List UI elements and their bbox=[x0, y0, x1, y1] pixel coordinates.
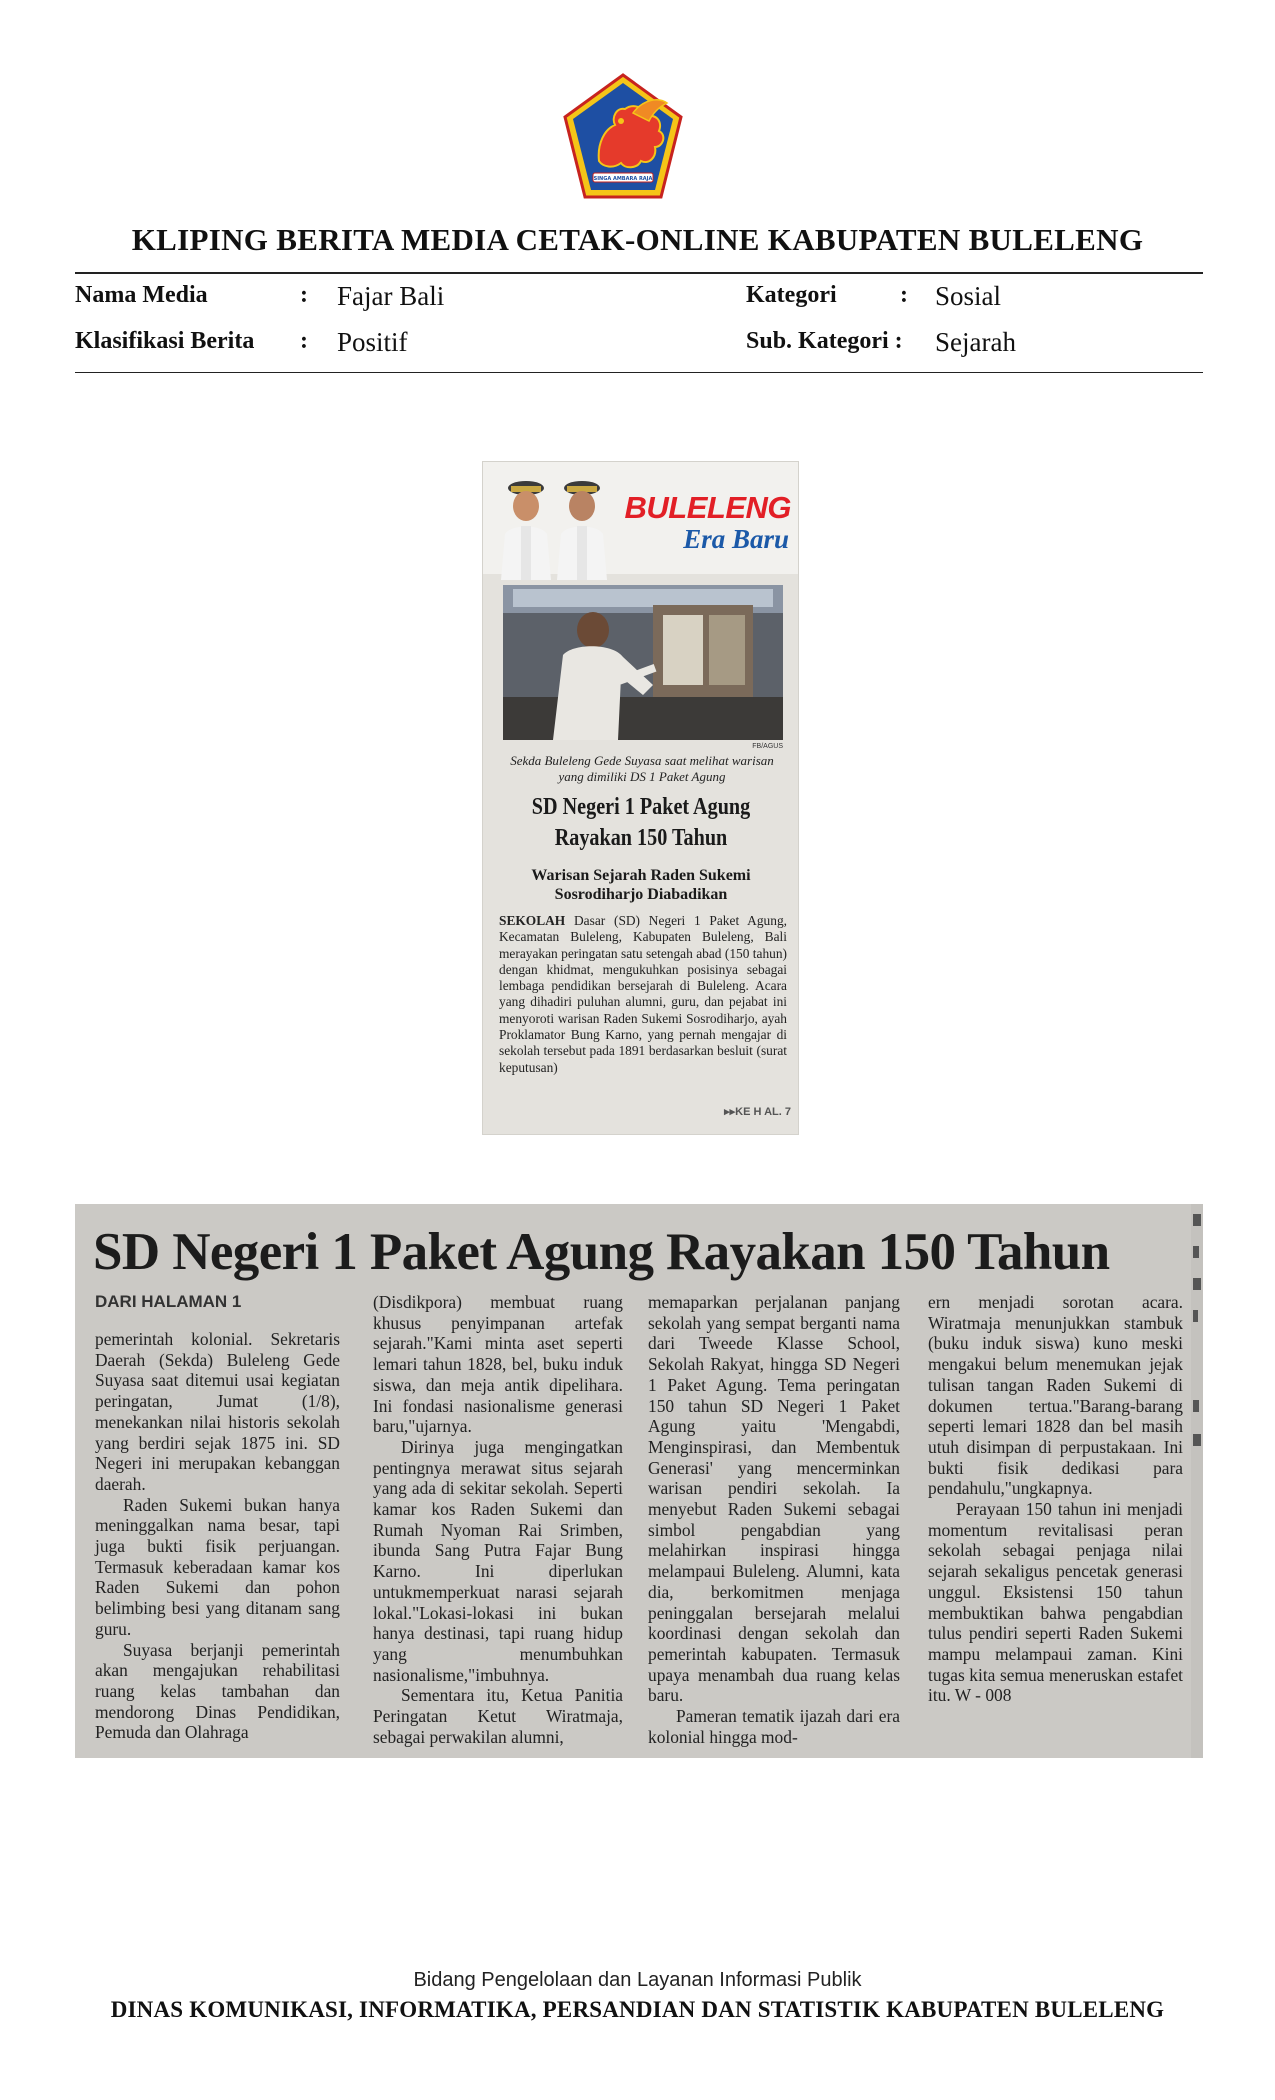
front-headline bbox=[515, 792, 767, 854]
rubric-banner bbox=[483, 462, 798, 574]
front-subheadline-line-2: Sosrodiharjo Diabadikan bbox=[554, 886, 728, 903]
adjacent-column-edge bbox=[1191, 1204, 1203, 1758]
news-photo bbox=[503, 585, 783, 740]
article-column-3 bbox=[648, 1292, 900, 1747]
article-column-1 bbox=[95, 1329, 340, 1743]
footer-agency-name: DINAS KOMUNIKASI, INFORMATIKA, PERSANDIAN DAN STATISTIK KABUPATEN BULELENG bbox=[110, 1997, 1165, 2022]
from-page-marker: DARI HALAMAN 1 bbox=[95, 1292, 242, 1311]
media-name-label: Nama Media bbox=[75, 282, 208, 308]
classification-value: Positif bbox=[337, 327, 408, 357]
continued-on-page-marker bbox=[711, 1105, 791, 1118]
classification-label: Klasifikasi Berita bbox=[75, 328, 255, 354]
paragraph: Pameran tematik ijazah dari era kolonial hingga mod- bbox=[648, 1706, 900, 1747]
paragraph: (Disdikpora) membuat ruang khusus penyimpanan artefak sejarah."Kami minta aset seperti lemari tahun 1828, bel, buku induk siswa, dan meja antik dipelihara. Ini fondasi nasionalisme generasi baru,"ujarnya. bbox=[373, 1292, 623, 1437]
paragraph: Raden Sukemi bukan hanya meninggalkan nama besar, tapi juga bukti fisik perjuangan. Termasuk keberadaan kamar kos Raden Sukemi dan pohon belimbing besi yang ditanam sang guru. bbox=[95, 1494, 340, 1639]
front-headline-line-1: SD Negeri 1 Paket Agung bbox=[531, 794, 751, 820]
paragraph: memaparkan perjalanan panjang sekolah yang sempat berganti nama dari Tweede Klasse School, Sekolah Rakyat, hingga SD Negeri 1 Paket Agung. Tema peringatan 150 tahun SD Negeri 1 Paket Agung yaitu 'Mengabdi, Menginspirasi, dan Membentuk Generasi' yang mencerminkan warisan pendiri sekolah. Ia menyebut Raden Sukemi sebagai simbol pengabdian yang melahirkan inspirasi hingga melampaui Buleleng. Alumni, kata dia, berkomitmen menjaga peninggalan bersejarah melalui koordinasi dengan sekolah dan pemerintah kabupaten. Termasuk upaya menambah dua ruang kelas baru. bbox=[648, 1292, 900, 1706]
article-column-4 bbox=[928, 1292, 1183, 1706]
subcategory-label: Sub. Kategori : bbox=[746, 328, 903, 354]
official-portrait-right bbox=[553, 468, 611, 580]
classification-colon: : bbox=[300, 328, 308, 354]
lead-body: Dasar (SD) Negeri 1 Paket Agung, Kecamatan Buleleng, Kabupaten Buleleng, Bali merayakan peringatan satu setengah abad (150 tahun) dengan khidmat, mengukuhkan posisinya sebagai lembaga pendidikan bersejarah di Buleleng. Acara yang dihadiri puluhan alumni, guru, dan pejabat ini menyoroti warisan Raden Sukemi Sosrodiharjo, ayah Proklamator Bung Karno, yang pernah mengajar di sekolah tersebut pada 1891 berdasarkan besluit (surat keputusan) bbox=[499, 913, 787, 1075]
media-name-value: Fajar Bali bbox=[337, 281, 445, 311]
rubric-brand: BULELENG bbox=[624, 490, 791, 525]
footer-unit-name: Bidang Pengelolaan dan Layanan Informasi Publik bbox=[413, 1969, 862, 1991]
front-subheadline-line-1: Warisan Sejarah Raden Sukemi bbox=[531, 867, 751, 884]
header-top-rule bbox=[75, 272, 1203, 274]
lead-dateline: SEKOLAH bbox=[499, 913, 566, 928]
continuation-headline: SD Negeri 1 Paket Agung Rayakan 150 Tahun bbox=[93, 1223, 1110, 1281]
paragraph: Perayaan 150 tahun ini menjadi momentum revitalisasi peran sekolah sebagai penjaga nilai sejarah sekaligus pencetak generasi unggul. Eksistensi 150 tahun membuktikan bahwa pengabdian tulus pendiri seperti Raden Sukemi mampu melampaui zaman. Kini tugas kita semua meneruskan estafet itu. W - 008 bbox=[928, 1499, 1183, 1706]
paragraph: ern menjadi sorotan acara. Wiratmaja menunjukkan stambuk (buku induk siswa) kuno meski mengakui belum menemukan jejak tulisan tangan Raden Sukemi di dokumen tertua."Barang-barang seperti lemari 1828 dan bel masih utuh disimpan di perpustakaan. Ini bukti fisik dedikasi para pendahulu,"ungkapnya. bbox=[928, 1292, 1183, 1499]
category-colon: : bbox=[900, 282, 908, 308]
paragraph: pemerintah kolonial. Sekretaris Daerah (Sekda) Buleleng Gede Suyasa saat ditemui usai kegiatan peringatan, Jumat (1/8), menekankan nilai historis sekolah yang berdiri sejak 1875 ini. SD Negeri ini merupakan kebanggan daerah. bbox=[95, 1329, 340, 1494]
category-label: Kategori bbox=[746, 282, 837, 308]
front-headline-line-2: Rayakan 150 Tahun bbox=[554, 825, 728, 851]
rubric-brand-subtitle: Era Baru bbox=[683, 524, 789, 554]
subcategory-value: Sejarah bbox=[935, 327, 1016, 357]
continuation-clipping bbox=[75, 1204, 1203, 1758]
document-title: KLIPING BERITA MEDIA CETAK-ONLINE KABUPATEN BULELENG bbox=[131, 222, 1144, 257]
front-subheadline bbox=[493, 866, 789, 904]
front-page-clipping bbox=[482, 461, 799, 1135]
category-value: Sosial bbox=[935, 281, 1002, 311]
media-name-colon: : bbox=[300, 282, 308, 308]
official-portrait-left bbox=[497, 468, 555, 580]
front-lead-paragraph bbox=[499, 913, 787, 1076]
svg-text:SINGA AMBARA RAJA: SINGA AMBARA RAJA bbox=[593, 176, 653, 182]
paragraph: Suyasa berjanji pemerintah akan mengajukan rehabilitasi ruang kelas tambahan dan mendorong Dinas Pendidikan, Pemuda dan Olahraga bbox=[95, 1639, 340, 1743]
paragraph: Dirinya juga mengingatkan pentingnya merawat situs sejarah yang ada di sekitar sekolah. Seperti kamar kos Raden Sukemi dan Rumah Nyoman Rai Srimben, ibunda Sang Putra Fajar Bung Karno. Ini diperlukan untukmemperkuat narasi sejarah lokal."Lokasi-lokasi ini bukan hanya destinasi, tapi ruang hidup yang menumbuhkan nasionalisme,"imbuhnya. bbox=[373, 1436, 623, 1685]
buleleng-regency-crest-icon bbox=[563, 73, 683, 200]
header-bottom-rule bbox=[75, 372, 1203, 373]
double-chevron-icon: ▸▸ bbox=[724, 1106, 736, 1118]
jump-label: KE H AL. 7 bbox=[735, 1106, 791, 1118]
photo-credit: FB/AGUS bbox=[752, 743, 783, 750]
photo-caption: Sekda Buleleng Gede Suyasa saat melihat warisan yang dimiliki DS 1 Paket Agung bbox=[510, 753, 774, 784]
article-column-2 bbox=[373, 1292, 623, 1747]
paragraph: Sementara itu, Ketua Panitia Peringatan Ketut Wiratmaja, sebagai perwakilan alumni, bbox=[373, 1685, 623, 1747]
